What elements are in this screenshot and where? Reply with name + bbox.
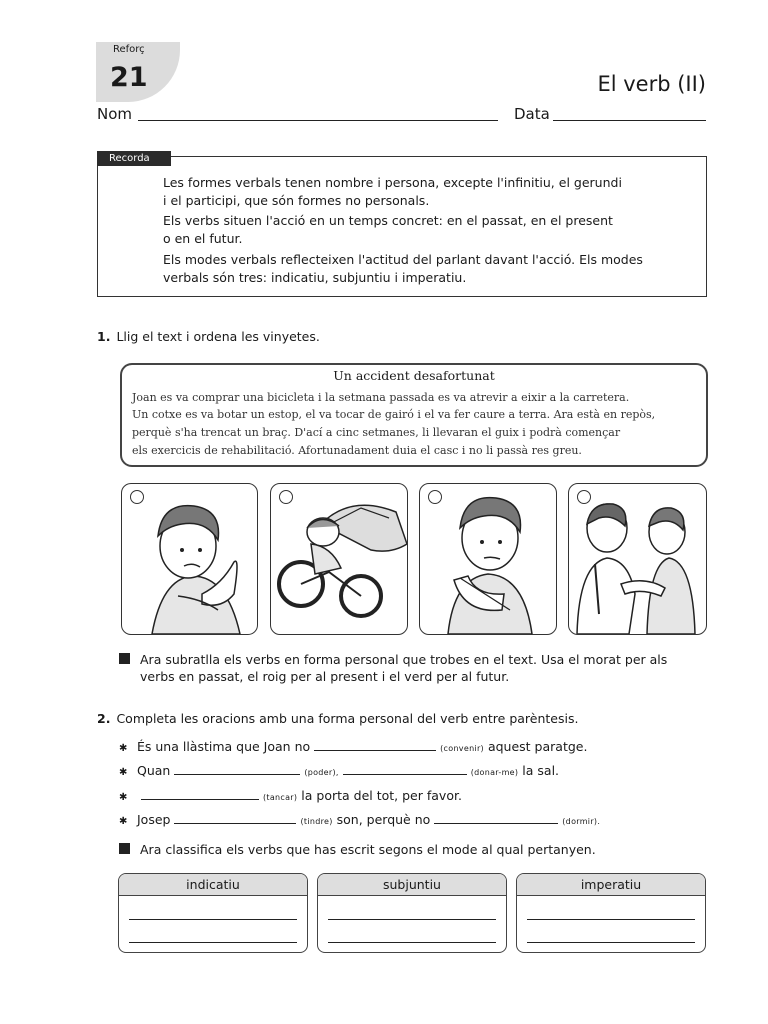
order-circle[interactable]: [279, 490, 293, 504]
sentence-4: ✱ Josep (tindre) son, perquè no (dormir).: [119, 812, 601, 827]
exercise-instruction: Llig el text i ordena les vinyetes.: [116, 329, 320, 344]
answer-line[interactable]: [328, 942, 496, 943]
comic-panel-cyclist-and-car: [270, 483, 408, 635]
order-circle[interactable]: [130, 490, 144, 504]
category-header: subjuntiu: [318, 874, 506, 896]
task-square-bullet: [119, 653, 130, 664]
category-box-subjuntiu: [317, 873, 507, 953]
order-circle[interactable]: [577, 490, 591, 504]
recorda-text: Les formes verbals tenen nombre i persona, excepte l'infinitiu, el gerundi i el participi, que són formes no personals.: [163, 175, 622, 208]
category-header: imperatiu: [517, 874, 705, 896]
recorda-text: Els verbs situen l'acció en un temps concret: en el passat, en el present o en el futur.: [163, 213, 613, 246]
answer-blank[interactable]: [174, 763, 300, 775]
task-square-bullet: [119, 843, 130, 854]
comic-panel-boy-holding-arm: [121, 483, 258, 635]
doctor-examining-boy-illustration: [569, 484, 707, 635]
cyclist-and-car-illustration: [271, 484, 408, 635]
comic-panel-boy-with-arm-sling: [419, 483, 557, 635]
bullet-icon: ✱: [119, 816, 128, 827]
boy-holding-arm-illustration: [122, 484, 258, 635]
exercise-1-task: Ara subratlla els verbs en forma personal que trobes en el text. Usa el morat per als verbs en passat, el roig per al present i el verd per al futur.: [140, 652, 668, 684]
story-line: els exercicis de rehabilitació. Afortunadament duia el casc i no li passà res greu.: [132, 444, 582, 457]
answer-line[interactable]: [328, 919, 496, 920]
exercise-instruction: Completa les oracions amb una forma personal del verb entre parèntesis.: [116, 711, 579, 726]
story-line: Joan es va comprar una bicicleta i la setmana passada es va atrevir a eixir a la carretera.: [132, 391, 630, 404]
answer-line[interactable]: [129, 942, 297, 943]
answer-blank[interactable]: [343, 763, 467, 775]
category-box-imperatiu: [516, 873, 706, 953]
category-box-indicatiu: [118, 873, 308, 953]
bullet-icon: ✱: [119, 743, 128, 754]
answer-blank[interactable]: [174, 812, 296, 824]
answer-blank[interactable]: [434, 812, 558, 824]
answer-blank[interactable]: [314, 739, 436, 751]
exercise-2-task: Ara classifica els verbs que has escrit segons el mode al qual pertanyen.: [140, 842, 596, 857]
bullet-icon: ✱: [119, 792, 128, 803]
exercise-number: 2.: [97, 711, 111, 726]
answer-blank[interactable]: [141, 788, 259, 800]
sentence-2: ✱ Quan (poder), (donar-me) la sal.: [119, 763, 560, 778]
series-label: Reforç: [113, 44, 145, 55]
answer-line[interactable]: [527, 942, 695, 943]
exercise-1-heading: [97, 329, 320, 344]
unit-number: 21: [110, 62, 148, 93]
story-line: perquè s'ha trencat un braç. D'ací a cinc setmanes, li llevaran el guix i podrà començar: [132, 426, 621, 439]
sentence-1: ✱ És una llàstima que Joan no (convenir) aquest paratge.: [119, 739, 588, 754]
exercise-2-heading: [97, 711, 578, 726]
recorda-text: Els modes verbals reflecteixen l'actitud del parlant davant l'acció. Els modes verbals són tres: indicatiu, subjuntiu i imperatiu.: [163, 252, 643, 285]
name-label: Nom: [97, 105, 133, 123]
sentence-3: ✱ (tancar) la porta del tot, per favor.: [119, 788, 462, 803]
date-label: Data: [514, 105, 550, 123]
category-header: indicatiu: [119, 874, 307, 896]
date-field[interactable]: [553, 120, 706, 121]
page-title: El verb (II): [597, 72, 706, 96]
answer-line[interactable]: [527, 919, 695, 920]
comic-panel-doctor-examining-boy: [568, 483, 707, 635]
boy-with-arm-sling-illustration: [420, 484, 557, 635]
order-circle[interactable]: [428, 490, 442, 504]
recorda-tag: Recorda: [97, 151, 171, 166]
story-line: Un cotxe es va botar un estop, el va tocar de gairó i el va fer caure a terra. Ara està en repòs,: [132, 408, 656, 421]
bullet-icon: ✱: [119, 767, 128, 778]
name-field[interactable]: [138, 120, 498, 121]
exercise-number: 1.: [97, 329, 111, 344]
answer-line[interactable]: [129, 919, 297, 920]
story-title: Un accident desafortunat: [333, 368, 495, 383]
